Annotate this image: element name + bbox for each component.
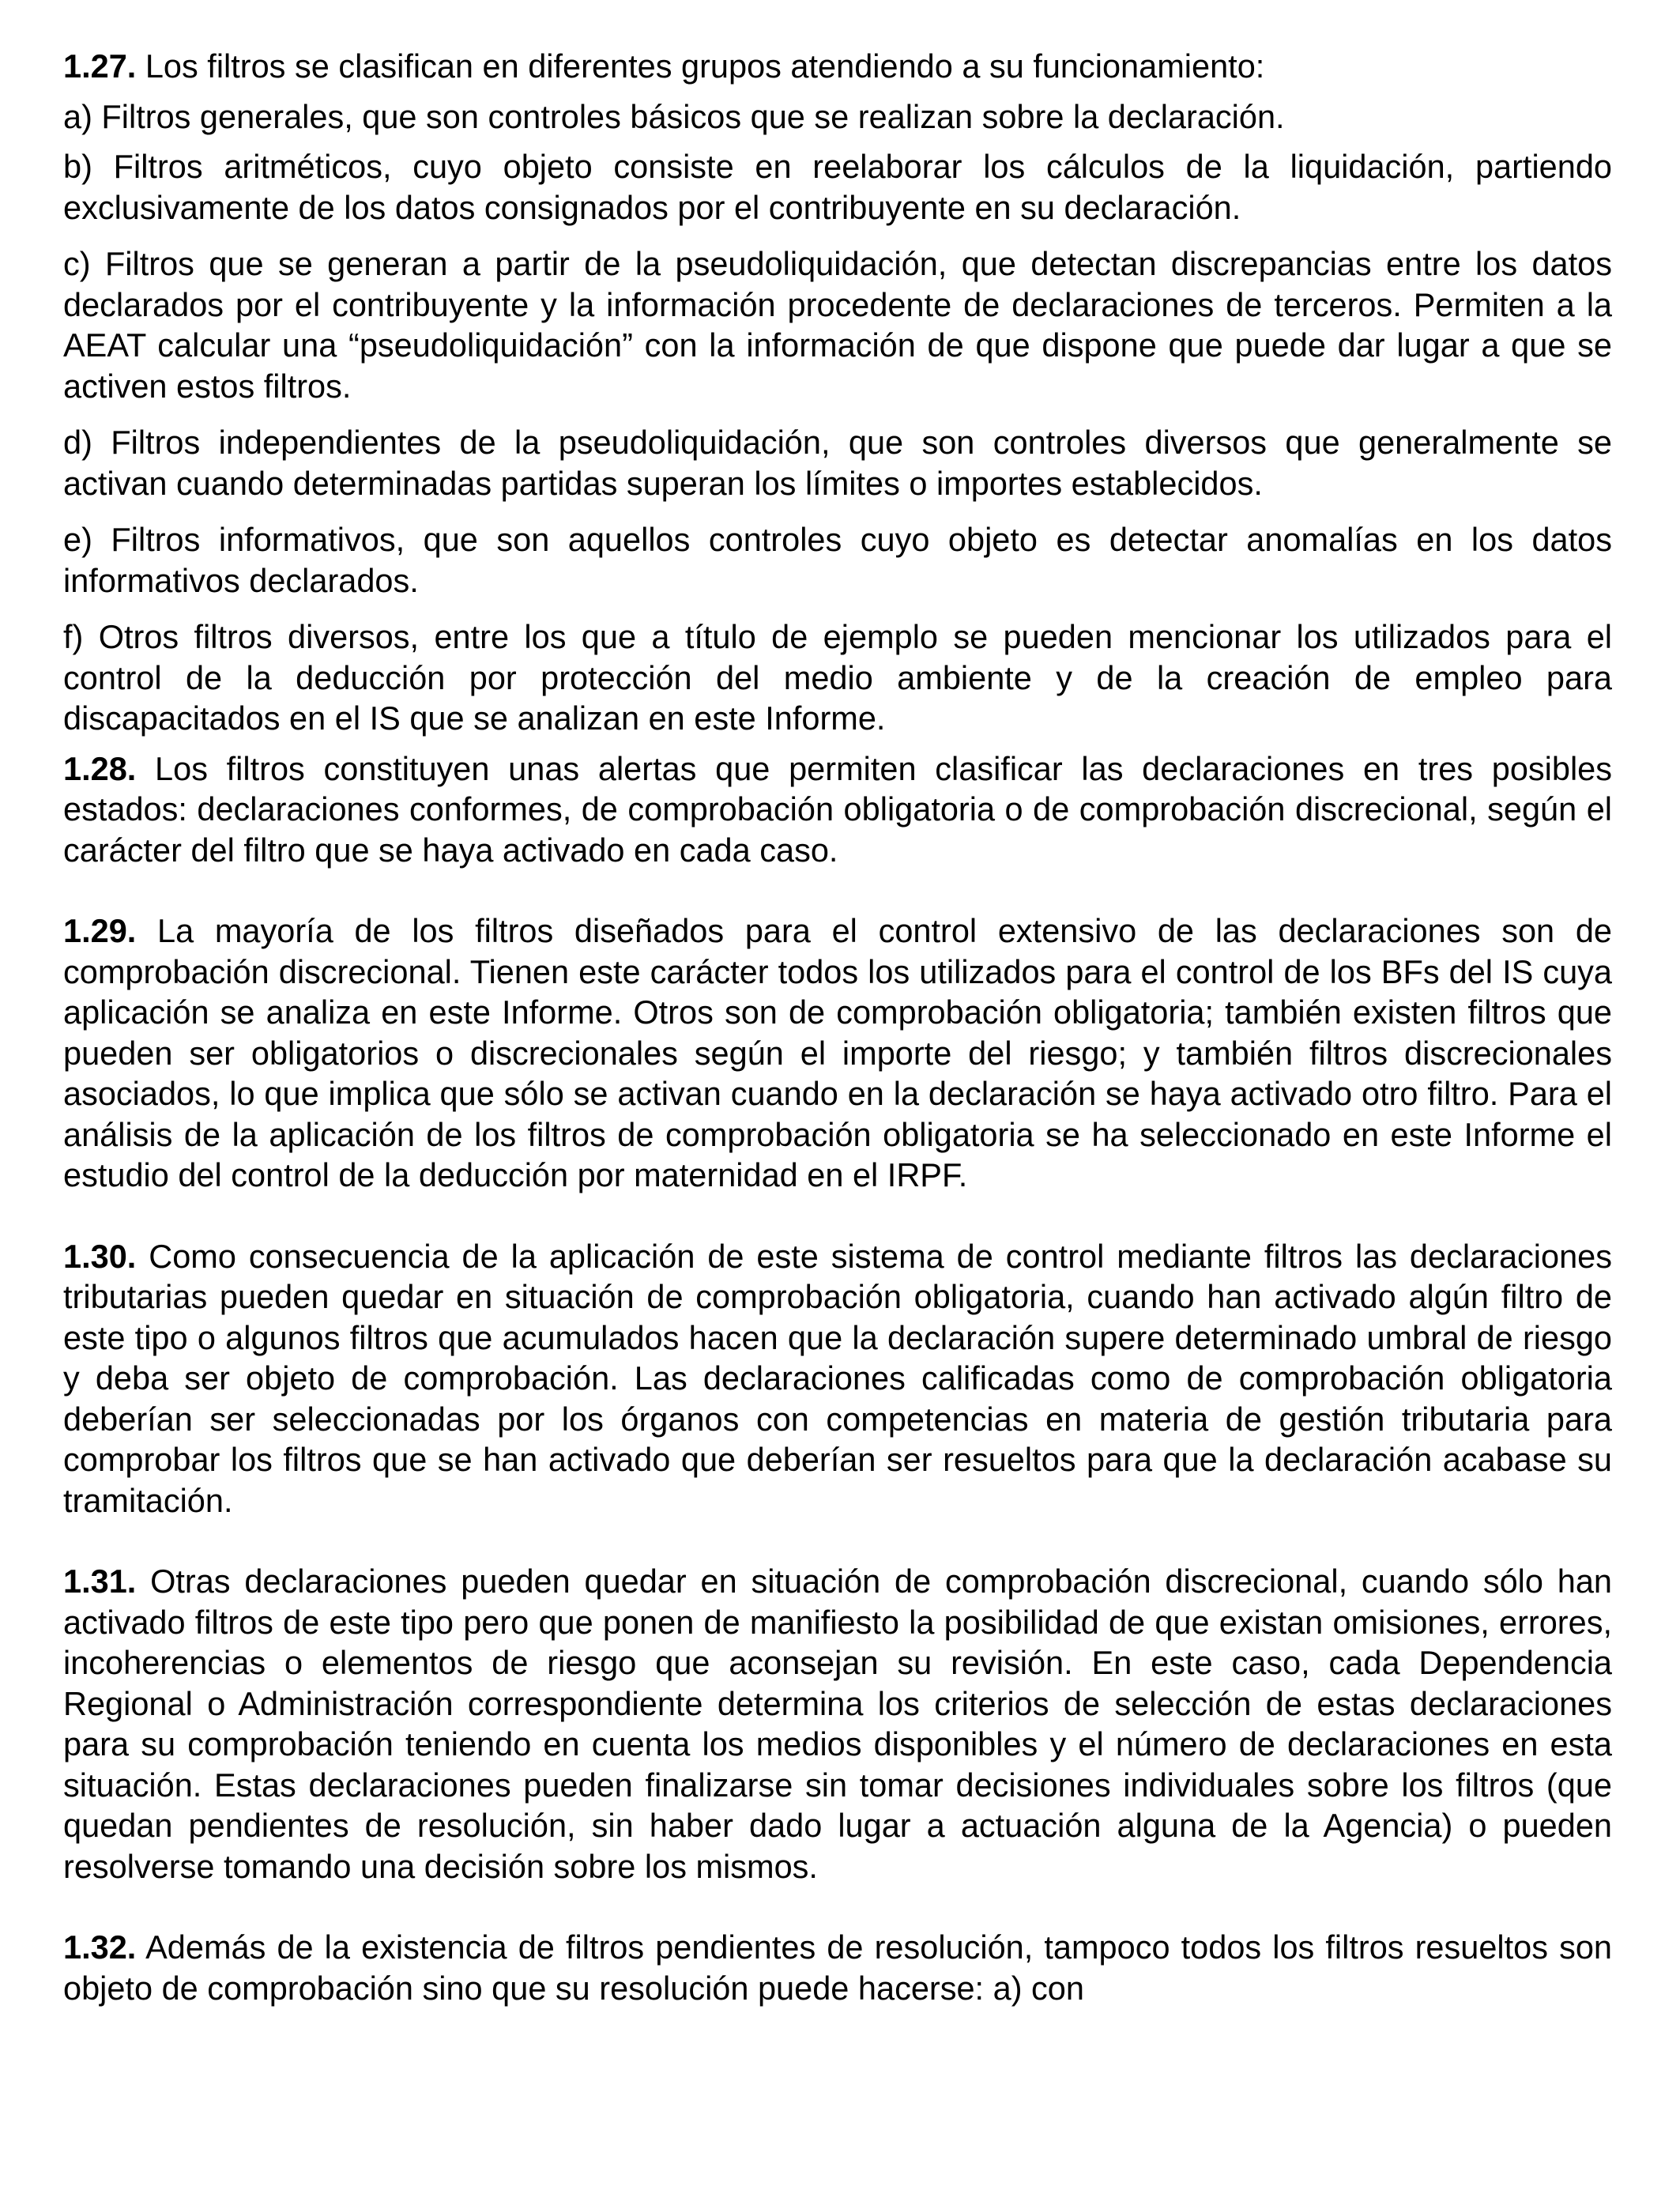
paragraph-item-a: [63, 96, 1612, 138]
paragraph-text: d) Filtros independientes de la pseudoliquidación, que son controles diversos que generalmente se activan cuando determinadas partidas superan los límites o importes establecidos.: [63, 424, 1612, 502]
paragraph-text: c) Filtros que se generan a partir de la pseudoliquidación, que detectan discrepancias entre los datos declarados por el contribuyente y la información procedente de declaraciones de terceros. Permiten a la AEAT calcular una “pseudoliquidación” con la información de que dispone que puede dar lugar a que se activen estos filtros.: [63, 245, 1612, 405]
paragraph-1-29: [63, 910, 1612, 1196]
paragraph-item-b: [63, 146, 1612, 228]
paragraph-text: b) Filtros aritméticos, cuyo objeto consiste en reelaborar los cálculos de la liquidación, partiendo exclusivamente de los datos consignados por el contribuyente en su declaración.: [63, 148, 1612, 226]
paragraph-1-30: [63, 1236, 1612, 1521]
paragraph-text: Los filtros se clasifican en diferentes grupos atendiendo a su funcionamiento:: [136, 47, 1265, 85]
paragraph-1-28: [63, 748, 1612, 871]
paragraph-number: 1.31.: [63, 1563, 137, 1600]
paragraph-text: La mayoría de los filtros diseñados para el control extensivo de las declaraciones son de comprobación discrecional. Tienen este carácter todos los utilizados para el control de los BFs del IS cuya aplicación se analiza en este Informe. Otros son de comprobación obligatoria; también existen filtros que pueden ser obligatorios o discrecionales según el importe del riesgo; y también filtros discrecionales asociados, lo que implica que sólo se activan cuando en la declaración se haya activado otro filtro. Para el análisis de la aplicación de los filtros de comprobación obligatoria se ha seleccionado en este Informe el estudio del control de la deducción por maternidad en el IRPF.: [63, 912, 1612, 1193]
paragraph-item-c: [63, 243, 1612, 406]
paragraph-text: f) Otros filtros diversos, entre los que a título de ejemplo se pueden mencionar los utilizados para el control de la deducción por protección del medio ambiente y de la creación de empleo para discapacitados en el IS que se analizan en este Informe.: [63, 618, 1612, 737]
paragraph-number: 1.32.: [63, 1928, 137, 1966]
paragraph-number: 1.27.: [63, 47, 137, 85]
paragraph-text: Además de la existencia de filtros pendientes de resolución, tampoco todos los filtros resueltos son objeto de comprobación sino que su resolución puede hacerse: a) con: [63, 1928, 1612, 2007]
paragraph-item-f: [63, 616, 1612, 739]
paragraph-text: Otras declaraciones pueden quedar en situación de comprobación discrecional, cuando sólo han activado filtros de este tipo pero que ponen de manifiesto la posibilidad de que existan omisiones, errores, incoherencias o elementos de riesgo que aconsejan su revisión. En este caso, cada Dependencia Regional o Administración correspondiente determina los criterios de selección de estas declaraciones para su comprobación teniendo en cuenta los medios disponibles y el número de declaraciones en esta situación. Estas declaraciones pueden finalizarse sin tomar decisiones individuales sobre los filtros (que quedan pendientes de resolución, sin haber dado lugar a actuación alguna de la Agencia) o pueden resolverse tomando una decisión sobre los mismos.: [63, 1563, 1612, 1885]
paragraph-1-31: [63, 1561, 1612, 1887]
paragraph-text: e) Filtros informativos, que son aquellos controles cuyo objeto es detectar anomalías en los datos informativos declarados.: [63, 521, 1612, 599]
paragraph-item-e: [63, 519, 1612, 601]
paragraph-number: 1.29.: [63, 912, 137, 949]
paragraph-text: Los filtros constituyen unas alertas que permiten clasificar las declaraciones en tres posibles estados: declaraciones conformes, de comprobación obligatoria o de comprobación discrecional, según el carácter del filtro que se haya activado en cada caso.: [63, 749, 1612, 869]
document-page: [63, 46, 1612, 2008]
paragraph-text: a) Filtros generales, que son controles básicos que se realizan sobre la declaración.: [63, 97, 1285, 135]
paragraph-1-32: [63, 1927, 1612, 2008]
paragraph-item-d: [63, 422, 1612, 503]
paragraph-text: Como consecuencia de la aplicación de este sistema de control mediante filtros las declaraciones tributarias pueden quedar en situación de comprobación obligatoria, cuando han activado algún filtro de este tipo o algunos filtros que acumulados hacen que la declaración supere determinado umbral de riesgo y deba ser objeto de comprobación. Las declaraciones calificadas como de comprobación obligatoria deberían ser seleccionadas por los órganos con competencias en materia de gestión tributaria para comprobar los filtros que se han activado que deberían ser resueltos para que la declaración acabase su tramitación.: [63, 1237, 1612, 1519]
paragraph-1-27: [63, 46, 1612, 87]
paragraph-number: 1.30.: [63, 1237, 137, 1275]
paragraph-number: 1.28.: [63, 749, 137, 787]
